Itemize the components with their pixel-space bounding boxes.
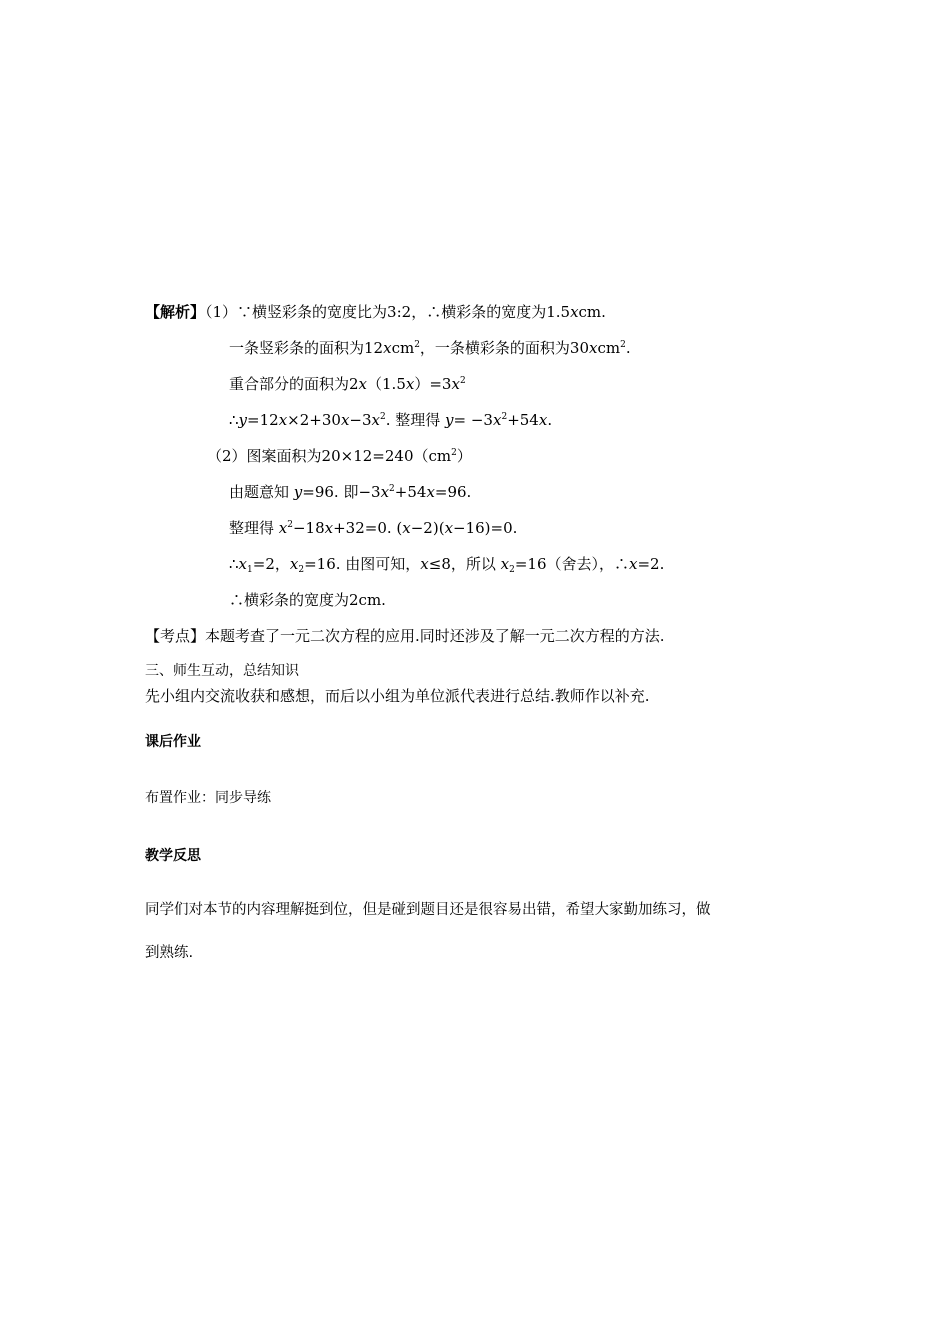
text-fragment: cm <box>597 339 621 357</box>
analysis-line-9: ∴横彩条的宽度为2cm. <box>229 591 386 609</box>
text-fragment: =16. 由图可知， <box>304 555 421 573</box>
text-fragment: x <box>492 411 502 429</box>
text-fragment: ≤8，所以 <box>428 555 501 573</box>
text-fragment: 2 <box>459 376 466 386</box>
reflection-body-line-1: 同学们对本节的内容理解挺到位，但是碰到题目还是很容易出错，希望大家勤加练习，做 <box>145 902 711 918</box>
analysis-line-3 <box>229 374 466 394</box>
text-fragment: −16)=0. <box>453 519 518 537</box>
text-fragment: +54 <box>394 483 427 501</box>
analysis-line-8 <box>229 554 664 574</box>
text-fragment: x <box>405 375 415 393</box>
text-fragment: 2 <box>414 340 420 350</box>
text-fragment: 2 <box>287 520 293 530</box>
text-fragment: +54 <box>507 411 539 429</box>
text-fragment: x <box>289 555 299 573</box>
text-fragment: +32=0. ( <box>333 519 403 537</box>
reflection-body-line-2: 到熟练. <box>145 945 194 961</box>
text-fragment: 由题意知 <box>229 483 294 501</box>
text-fragment: −18 <box>292 519 325 537</box>
text-fragment: 一条竖彩条的面积为12 <box>229 339 384 357</box>
analysis-label: 【解析】 <box>145 303 206 321</box>
text-fragment: x <box>324 519 334 537</box>
text-fragment: x <box>589 339 598 357</box>
text-fragment: x <box>500 555 510 573</box>
reflection-heading: 教学反思 <box>145 848 201 864</box>
text-fragment: =2. <box>637 555 665 573</box>
text-fragment: . <box>625 339 631 357</box>
text-fragment: （2）图案面积为20×12=240（cm <box>207 447 452 465</box>
text-fragment: ∴ <box>229 555 239 573</box>
text-fragment: x <box>238 555 248 573</box>
text-fragment: =96. 即−3 <box>302 483 381 501</box>
kaodian-text: 【考点】本题考查了一元二次方程的应用.同时还涉及了解一元二次方程的方法. <box>145 627 665 645</box>
text-fragment: x <box>451 375 460 393</box>
text-fragment: x <box>629 555 638 573</box>
text-fragment: 2 <box>389 484 395 494</box>
homework-heading: 课后作业 <box>145 734 201 750</box>
analysis-line-2 <box>229 338 631 358</box>
text-fragment: 1 <box>247 565 253 575</box>
text-fragment: y <box>293 483 303 501</box>
text-fragment: . 整理得 <box>385 411 446 429</box>
text-fragment: ∴ <box>229 411 239 429</box>
text-fragment: y <box>238 411 248 429</box>
text-fragment: ）=3 <box>414 375 452 393</box>
text-fragment: x <box>420 555 429 573</box>
text-fragment: cm. <box>578 303 606 321</box>
text-fragment: x <box>340 411 350 429</box>
text-fragment: 2 <box>451 448 457 458</box>
analysis-line-5 <box>207 446 472 466</box>
text-fragment: （1）∵横竖彩条的宽度比为3:2，∴横彩条的宽度为1.5 <box>205 303 571 321</box>
text-fragment: ×2+30 <box>287 411 341 429</box>
text-fragment: 2 <box>620 340 626 350</box>
text-fragment: 整理得 <box>229 519 279 537</box>
text-fragment: . <box>547 411 553 429</box>
text-fragment: x <box>383 339 392 357</box>
text-fragment: −2)( <box>410 519 445 537</box>
analysis-line-1 <box>145 302 606 322</box>
text-fragment: =16（舍去），∴ <box>514 555 629 573</box>
text-fragment: =96. <box>434 483 472 501</box>
text-fragment: 重合部分的面积为2 <box>229 375 359 393</box>
analysis-line-6 <box>229 482 471 502</box>
analysis-line-4 <box>229 410 552 430</box>
text-fragment: x <box>358 375 368 393</box>
section3-title: 三、师生互动，总结知识 <box>145 663 299 679</box>
text-fragment: =2， <box>252 555 290 573</box>
text-fragment: −3 <box>349 411 372 429</box>
text-fragment: 2 <box>380 412 386 422</box>
text-fragment: =12 <box>247 411 279 429</box>
text-fragment: x <box>444 519 454 537</box>
text-fragment: 2 <box>501 412 508 422</box>
text-fragment: ） <box>456 447 472 465</box>
homework-body: 布置作业：同步导练 <box>145 790 271 806</box>
text-fragment: x <box>278 519 288 537</box>
text-fragment: x <box>538 411 548 429</box>
text-fragment: 2 <box>298 565 305 575</box>
text-fragment: x <box>402 519 411 537</box>
text-fragment: x <box>380 483 390 501</box>
text-fragment: （1.5 <box>367 375 406 393</box>
analysis-line-7 <box>229 518 517 538</box>
text-fragment: = −3 <box>453 411 493 429</box>
text-fragment: cm <box>391 339 415 357</box>
text-fragment: x <box>570 303 579 321</box>
text-fragment: 2 <box>509 565 515 575</box>
text-fragment: x <box>426 483 435 501</box>
text-fragment: x <box>371 411 380 429</box>
section3-body: 先小组内交流收获和感想，而后以小组为单位派代表进行总结.教师作以补充. <box>145 687 650 705</box>
text-fragment: ，一条横彩条的面积为30 <box>419 339 590 357</box>
text-fragment: x <box>278 411 288 429</box>
text-fragment: y <box>445 411 454 429</box>
